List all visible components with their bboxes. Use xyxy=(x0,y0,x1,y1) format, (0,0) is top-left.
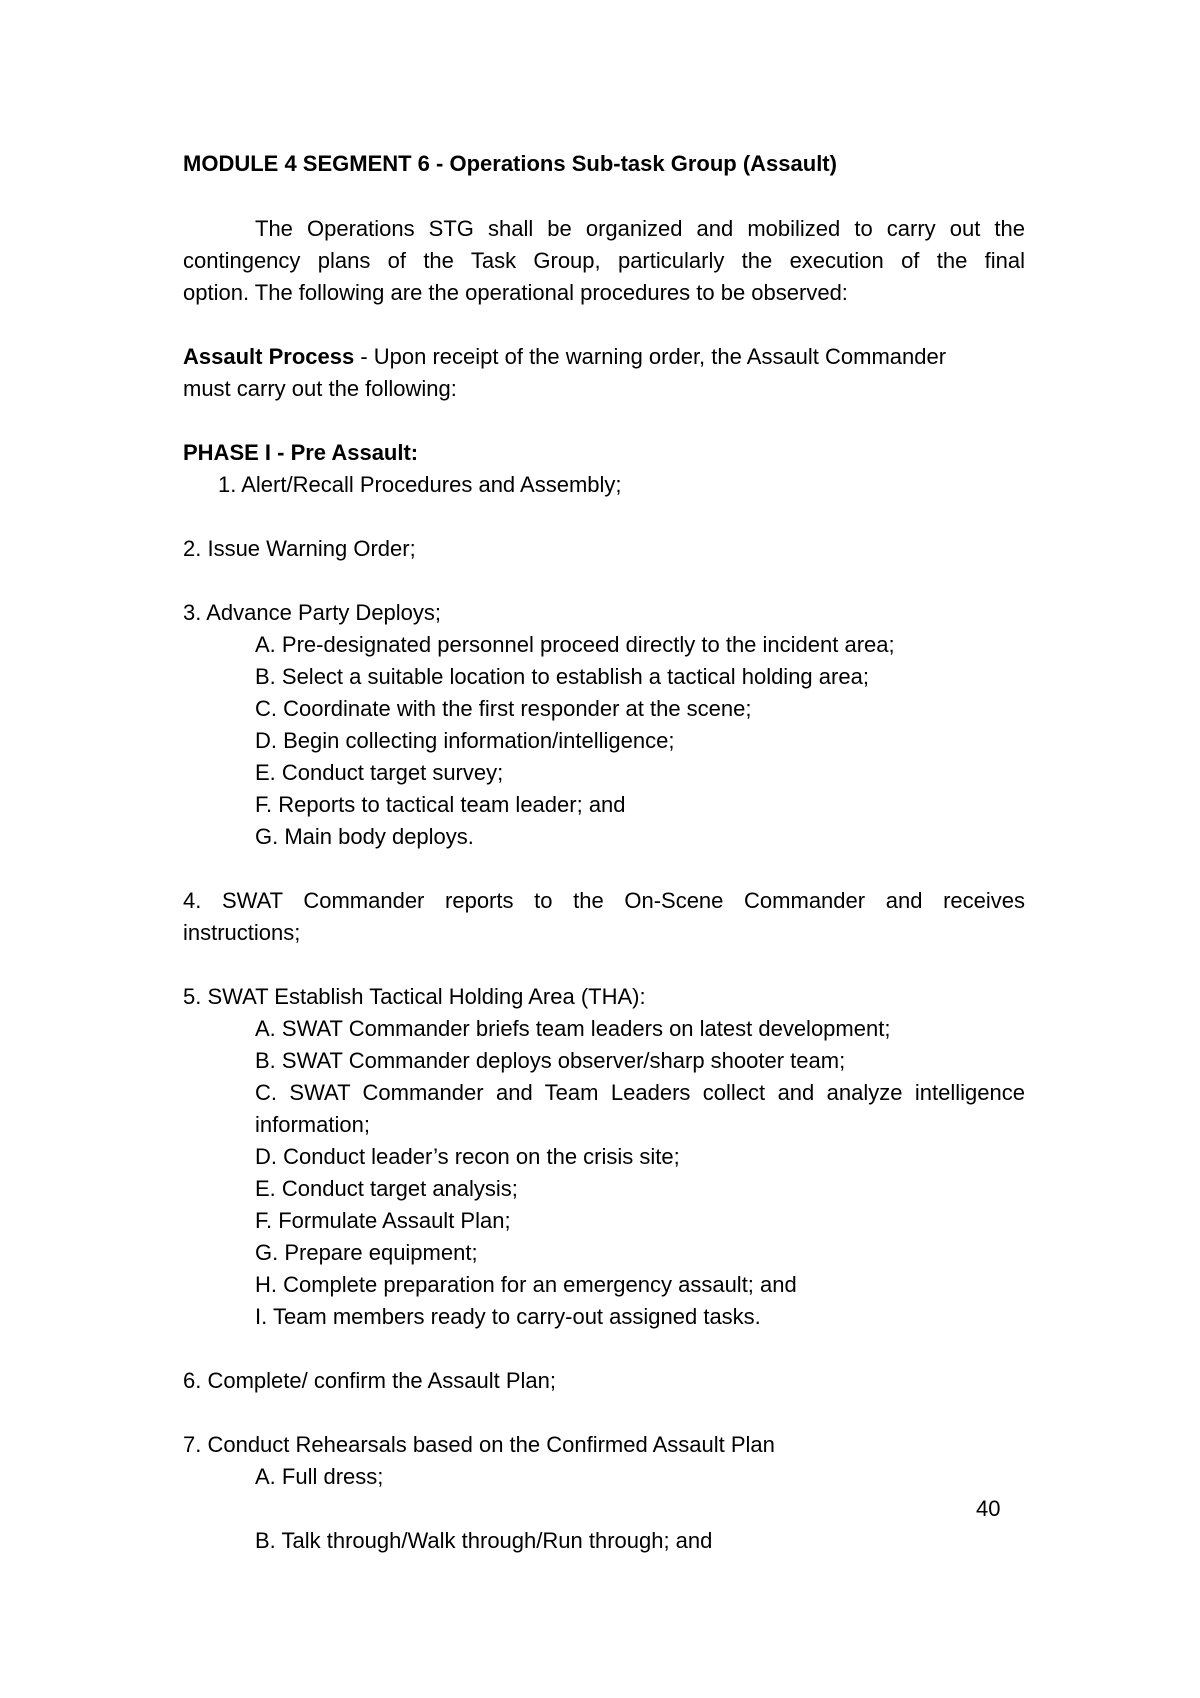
assault-process-text: - Upon receipt of the warning order, the Assault Commander xyxy=(354,344,947,369)
item-5-sub-f: F. Formulate Assault Plan; xyxy=(255,1208,511,1233)
phase-1-heading: PHASE I - Pre Assault: xyxy=(183,440,419,465)
list-item-7: 7. Conduct Rehearsals based on the Confirmed Assault Plan xyxy=(183,1432,775,1457)
list-item-5: 5. SWAT Establish Tactical Holding Area (THA): xyxy=(183,984,646,1009)
intro-line-1: The Operations STG shall be organized and mobilized to carry out the xyxy=(255,216,1025,241)
item-5-sub-i: I. Team members ready to carry-out assigned tasks. xyxy=(255,1304,761,1329)
document-title: MODULE 4 SEGMENT 6 - Operations Sub-task Group (Assault) xyxy=(183,151,837,176)
item-3-sub-d: D. Begin collecting information/intelligence; xyxy=(255,728,675,753)
list-item-6: 6. Complete/ confirm the Assault Plan; xyxy=(183,1368,556,1393)
item-3-sub-b: B. Select a suitable location to establish a tactical holding area; xyxy=(255,664,869,689)
item-5-sub-c-cont: information; xyxy=(255,1112,370,1137)
list-item-1: 1. Alert/Recall Procedures and Assembly; xyxy=(218,472,622,497)
item-5-sub-e: E. Conduct target analysis; xyxy=(255,1176,518,1201)
item-5-sub-g: G. Prepare equipment; xyxy=(255,1240,478,1265)
list-item-2: 2. Issue Warning Order; xyxy=(183,536,416,561)
item-5-sub-d: D. Conduct leader’s recon on the crisis site; xyxy=(255,1144,680,1169)
item-3-sub-g: G. Main body deploys. xyxy=(255,824,474,849)
item-5-sub-c: C. SWAT Commander and Team Leaders collect and analyze intelligence xyxy=(255,1080,1025,1105)
item-5-sub-a: A. SWAT Commander briefs team leaders on latest development; xyxy=(255,1016,891,1041)
list-item-4-line-1: 4. SWAT Commander reports to the On-Scene Commander and receives xyxy=(183,888,1025,913)
item-7-sub-b: B. Talk through/Walk through/Run through; and xyxy=(255,1528,713,1553)
page-number: 40 xyxy=(976,1496,1001,1521)
item-3-sub-e: E. Conduct target survey; xyxy=(255,760,504,785)
assault-process-label: Assault Process xyxy=(183,344,355,369)
assault-process-line-2: must carry out the following: xyxy=(183,376,457,401)
item-3-sub-a: A. Pre-designated personnel proceed directly to the incident area; xyxy=(255,632,895,657)
list-item-3: 3. Advance Party Deploys; xyxy=(183,600,442,625)
list-item-4-line-2: instructions; xyxy=(183,920,301,945)
item-3-sub-f: F. Reports to tactical team leader; and xyxy=(255,792,626,817)
item-5-sub-b: B. SWAT Commander deploys observer/sharp shooter team; xyxy=(255,1048,846,1073)
intro-line-3: option. The following are the operational procedures to be observed: xyxy=(183,280,848,305)
intro-line-2: contingency plans of the Task Group, particularly the execution of the final xyxy=(183,248,1025,273)
item-3-sub-c: C. Coordinate with the first responder at the scene; xyxy=(255,696,752,721)
item-7-sub-a: A. Full dress; xyxy=(255,1464,384,1489)
item-5-sub-h: H. Complete preparation for an emergency assault; and xyxy=(255,1272,797,1297)
assault-process-line-1 xyxy=(183,343,1025,371)
